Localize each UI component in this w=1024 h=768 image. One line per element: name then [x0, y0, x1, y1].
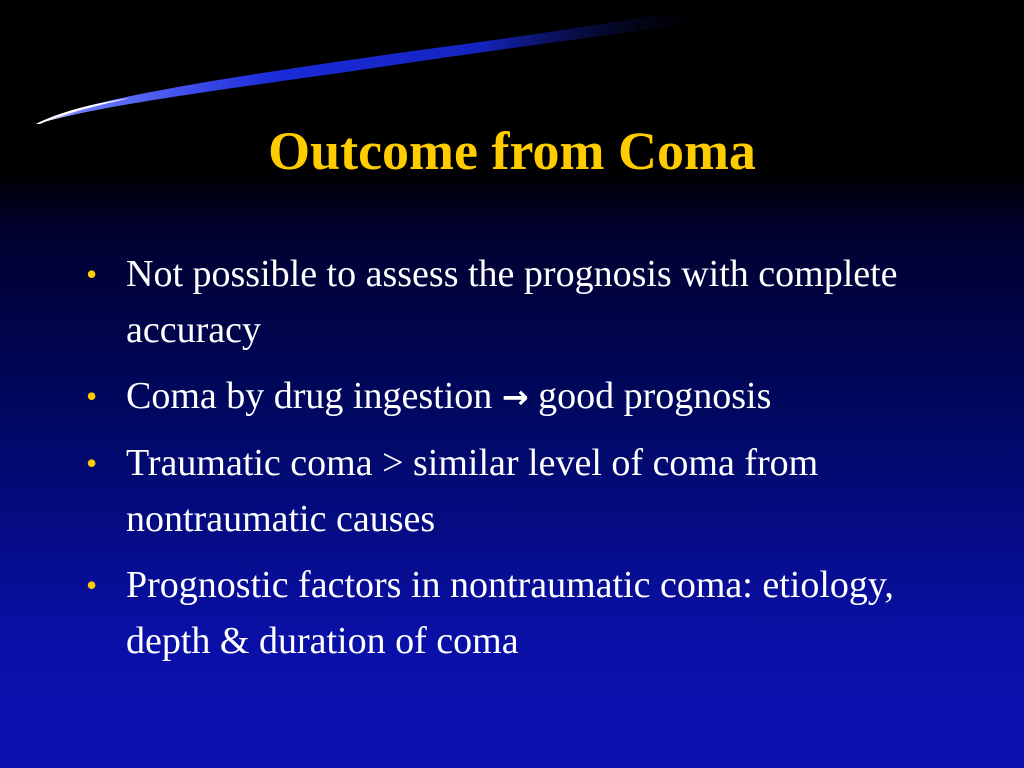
bullet-marker: •	[86, 445, 98, 481]
bullet-list	[86, 246, 966, 679]
bullet-text-before-arrow: Coma by drug ingestion	[126, 375, 502, 417]
bullet-item	[86, 435, 966, 547]
bullet-text: Prognostic factors in nontraumatic coma: etiology, depth & duration of coma	[126, 564, 894, 662]
bullet-marker: •	[86, 567, 98, 603]
bullet-text: Not possible to assess the prognosis with complete accuracy	[126, 253, 898, 351]
bullet-text-after-arrow: good prognosis	[528, 375, 772, 417]
bullet-text: Traumatic coma > similar level of coma from nontraumatic causes	[126, 442, 819, 540]
bullet-text	[126, 368, 771, 425]
slide-title: Outcome from Coma	[268, 121, 756, 181]
bullet-item	[86, 368, 966, 425]
bullet-marker: •	[86, 378, 98, 414]
bullet-marker: •	[86, 256, 98, 292]
right-arrow-icon: →	[501, 378, 529, 416]
bullet-item	[86, 246, 966, 358]
bullet-item	[86, 557, 966, 669]
